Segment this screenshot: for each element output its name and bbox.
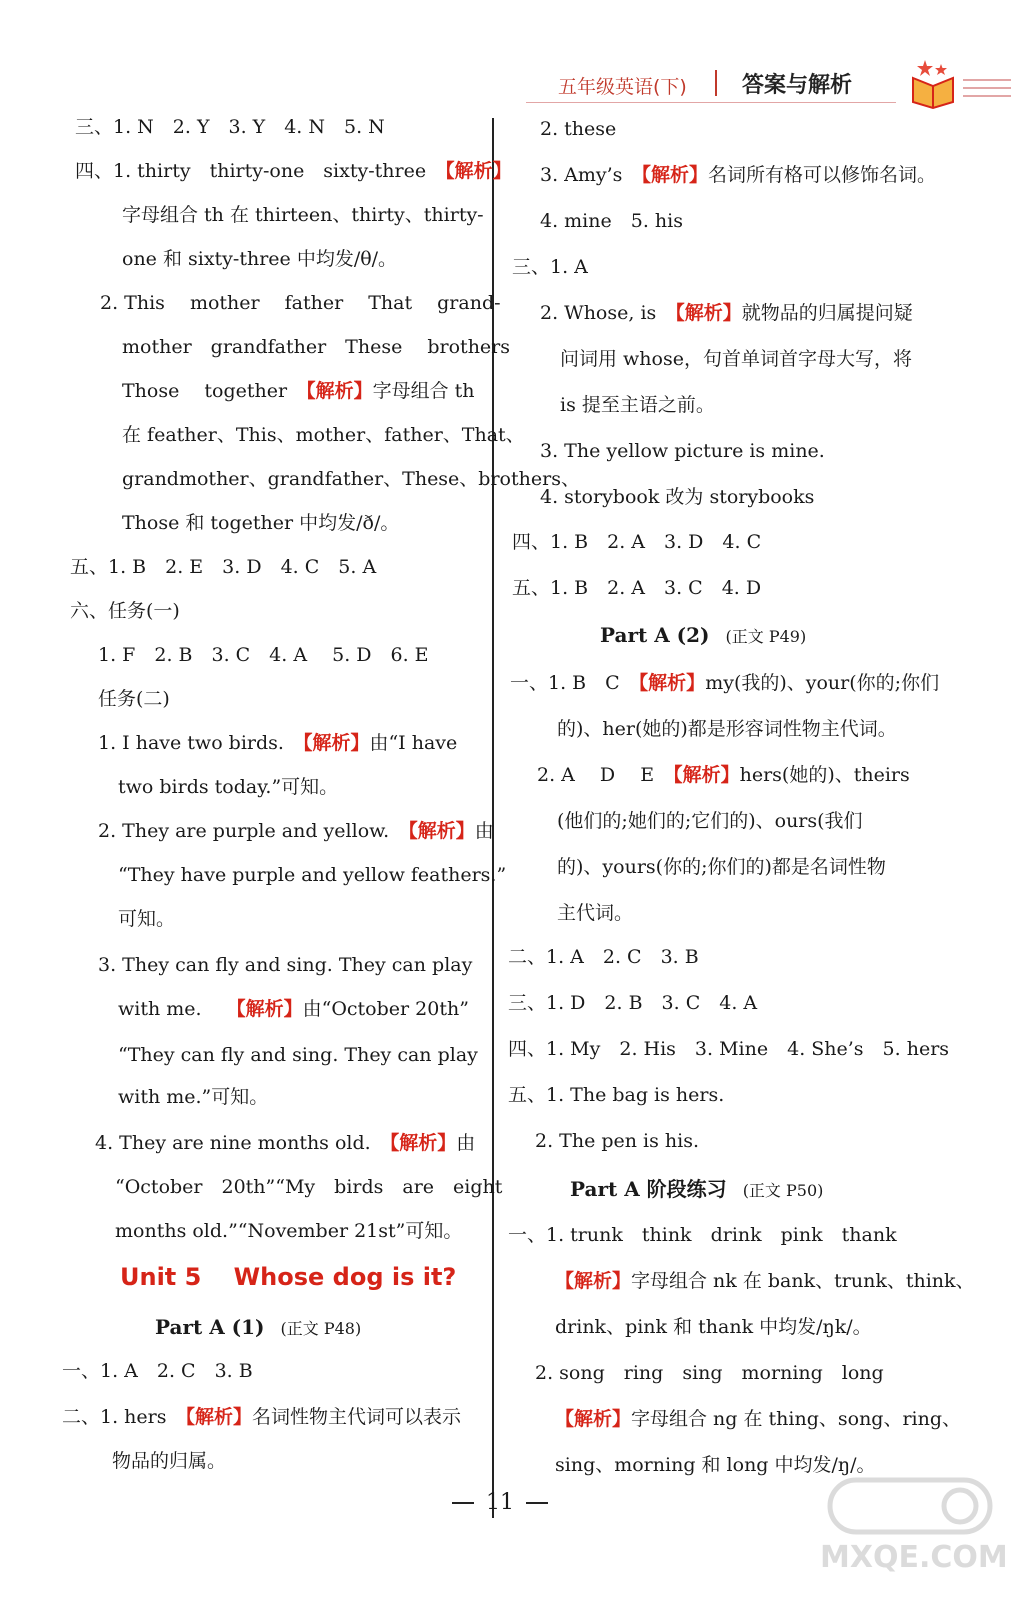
answer-line [100,288,501,318]
header-separator [715,70,717,96]
answer-text: Unit 5 Whose dog is it? [120,1263,457,1291]
answer-text: 就物品的归属提问疑 [741,302,913,324]
part-heading [600,620,806,652]
answer-line [122,508,399,538]
answer-text: 4. storybook 改为 storybooks [540,486,815,508]
answer-line [535,1358,884,1388]
answer-text: Those 和 together 中均发/ð/。 [122,512,400,534]
answer-text: Part A (1) [155,1315,265,1339]
textbook-page-ref: (正文 P48) [280,1319,362,1338]
answer-text: 2. song ring sing morning long [535,1362,884,1384]
answer-text: 由 [456,1132,476,1154]
answer-text: 1. F 2. B 3. C 4. A 5. D 6. E [98,644,429,666]
analysis-tag: 【解析】 [306,380,373,402]
answer-line [512,252,588,282]
answer-text: 4. They are nine months old. [95,1132,390,1154]
answer-text: 1. I have two birds. [98,732,303,754]
answer-text: Those together [122,380,307,402]
answer-line [98,684,170,714]
answer-line [118,1040,478,1070]
answer-line [508,942,699,972]
answer-text: “They can fly and sing. They can play [118,1044,478,1066]
answer-text: 字母组合 th 在 thirteen、thirty、thirty- [122,204,484,226]
answer-text: 的)、her(她的)都是形容词性物主代词。 [557,718,897,740]
part-heading [155,1312,361,1344]
answer-line [75,112,385,142]
answer-line [555,1404,961,1434]
watermark-text: MXQE.COM [820,1540,1008,1575]
analysis-tag: 【解析】 [389,1132,457,1154]
answer-line [557,806,863,836]
answer-line [70,552,376,582]
answer-text: 二、1. A 2. C 3. B [508,946,699,968]
textbook-page-ref: (正文 P50) [742,1181,824,1200]
answer-text: 2. these [540,118,617,140]
analysis-tag: 【解析】 [302,732,370,754]
page-number [440,1490,560,1515]
answer-line [122,376,475,406]
answer-text: 四、1. thirty thirty-one sixty-three [75,160,446,182]
answer-line [540,482,814,512]
answer-text: drink、pink 和 thank 中均发/ŋk/。 [555,1316,872,1338]
answer-line [122,464,580,494]
answer-line [560,390,715,420]
answer-line [540,160,936,190]
answer-text: 在 feather、This、mother、father、That、 [122,424,525,446]
answer-text: 三、1. A [512,256,588,278]
answer-text: 物品的归属。 [112,1450,227,1472]
answer-text: 由“October 20th” [302,998,469,1020]
answer-text: 2. This mother father That grand- [100,292,501,314]
part-heading [570,1174,823,1206]
answer-line [70,596,180,626]
answer-line [122,420,525,450]
answer-text: Part A 阶段练习 [570,1177,727,1201]
answer-line [75,156,512,186]
analysis-tag: 【解析】 [226,998,303,1020]
answer-text: mother grandfather These brothers [122,336,511,358]
answer-line [112,1446,226,1476]
answer-line [557,852,886,882]
answer-text: 主代词。 [557,902,634,924]
page-number-text: 11 [486,1490,514,1515]
analysis-tag: 【解析】 [555,1270,632,1292]
answer-text: is 提至主语之前。 [560,394,715,416]
answer-line [98,816,494,846]
answer-line [508,1220,897,1250]
answer-text: 字母组合 ng 在 thing、song、ring、 [631,1408,962,1430]
answer-text: one 和 sixty-three 中均发/θ/。 [122,248,398,270]
answer-text: 名词性物主代词可以表示 [252,1406,462,1428]
header-subtitle: 五年级英语(下) [558,76,687,98]
answer-line [510,668,939,698]
analysis-tag: 【解析】 [408,820,475,842]
answer-text: 任务(二) [98,688,170,710]
answer-text: 3. Amy’s [540,164,642,186]
answer-text: 三、1. D 2. B 3. C 4. A [508,992,758,1014]
answer-text: “They have purple and yellow feathers.” [118,864,507,886]
answer-text: 由“I have [369,732,458,754]
answer-line [118,860,506,890]
answer-line [537,760,910,790]
answer-text: 五、1. B 2. E 3. D 4. C 5. A [70,556,377,578]
answer-text: Part A (2) [600,623,710,647]
analysis-tag: 【解析】 [673,764,740,786]
header-rule [526,102,896,103]
answer-text: hers(她的)、theirs [739,764,910,786]
answer-text: 2. Whose, is [540,302,676,324]
answer-text: 的)、yours(你的;你们的)都是名词性物 [557,856,886,878]
analysis-tag: 【解析】 [638,672,706,694]
answer-text: 三、1. N 2. Y 3. Y 4. N 5. N [75,116,385,138]
answer-line [508,1080,724,1110]
textbook-page-ref: (正文 P49) [725,627,807,646]
answer-text: 问词用 whose，句首单词首字母大写，将 [560,348,912,370]
answer-text: 二、1. hers [62,1406,186,1428]
page-dash-left [452,1502,474,1504]
page-dash-right [526,1502,548,1504]
answer-line [118,772,338,802]
analysis-tag: 【解析】 [185,1406,252,1428]
answer-line [118,994,469,1024]
header-title: 答案与解析 [742,73,853,98]
analysis-tag: 【解析】 [641,164,708,186]
answer-line [118,1082,268,1112]
answer-line [98,640,429,670]
answer-text: 五、1. The bag is hers. [508,1084,725,1106]
watermark [820,1470,1010,1590]
answer-text: 名词所有格可以修饰名词。 [707,164,936,186]
answer-line [557,714,897,744]
answer-text: with me. [118,998,227,1020]
answer-line [115,1216,462,1246]
answer-text: 3. The yellow picture is mine. [540,440,825,462]
answer-text: 字母组合 th [372,380,475,402]
answer-line [62,1356,253,1386]
answer-text: 2. A D E [537,764,674,786]
answer-line [118,904,175,934]
answer-text: my(我的)、your(你的;你们 [705,672,940,694]
answer-text: (他们的;她们的;它们的)、ours(我们 [557,810,863,832]
answer-text: 3. They can fly and sing. They can play [98,954,473,976]
answer-line [560,344,912,374]
answer-line [540,298,913,328]
answer-line [122,244,397,274]
answer-line [557,898,633,928]
answer-text: 可知。 [118,908,176,930]
answer-line [555,1266,975,1296]
answer-line [62,1402,461,1432]
book-logo-icon [905,56,1015,110]
answer-line [512,573,761,603]
answer-line [95,1128,475,1158]
answer-text: months old.”“November 21st”可知。 [115,1220,463,1242]
page-header [520,62,1010,108]
watermark-logo-icon [820,1470,1000,1540]
answer-text: 2. The pen is his. [535,1130,700,1152]
answer-text: sing、morning 和 long 中均发/ŋ/。 [555,1454,876,1476]
answer-line [540,114,616,144]
answer-line [122,200,484,230]
answer-line [98,950,472,980]
answer-line [98,728,457,758]
analysis-tag: 【解析】 [445,160,512,182]
answer-line [508,1034,949,1064]
answer-line [115,1172,502,1202]
answer-text: with me.”可知。 [118,1086,269,1108]
answer-text: 四、1. My 2. His 3. Mine 4. She’s 5. hers [508,1038,950,1060]
analysis-tag: 【解析】 [555,1408,632,1430]
answer-line [540,206,683,236]
answer-text: 2. They are purple and yellow. [98,820,409,842]
answer-line [555,1312,872,1342]
answer-line [508,988,757,1018]
answer-text: 字母组合 nk 在 bank、trunk、think、 [631,1270,975,1292]
answer-text: 由 [474,820,494,842]
answer-text: 一、1. B C [510,672,639,694]
analysis-tag: 【解析】 [675,302,742,324]
answer-text: 4. mine 5. his [540,210,683,232]
answer-text: grandmother、grandfather、These、brothers、 [122,468,580,490]
answer-line [512,527,761,557]
answer-text: 六、任务(一) [70,600,180,622]
answer-line [540,436,825,466]
answer-text: 五、1. B 2. A 3. C 4. D [512,577,762,599]
answer-line [535,1126,699,1156]
unit-heading [120,1262,456,1294]
answer-text: two birds today.”可知。 [118,776,339,798]
answer-line [122,332,510,362]
answer-text: “October 20th”“My birds are eight [115,1176,503,1198]
answer-text: 四、1. B 2. A 3. D 4. C [512,531,762,553]
answer-text: 一、1. A 2. C 3. B [62,1360,253,1382]
answer-text: 一、1. trunk think drink pink thank [508,1224,897,1246]
